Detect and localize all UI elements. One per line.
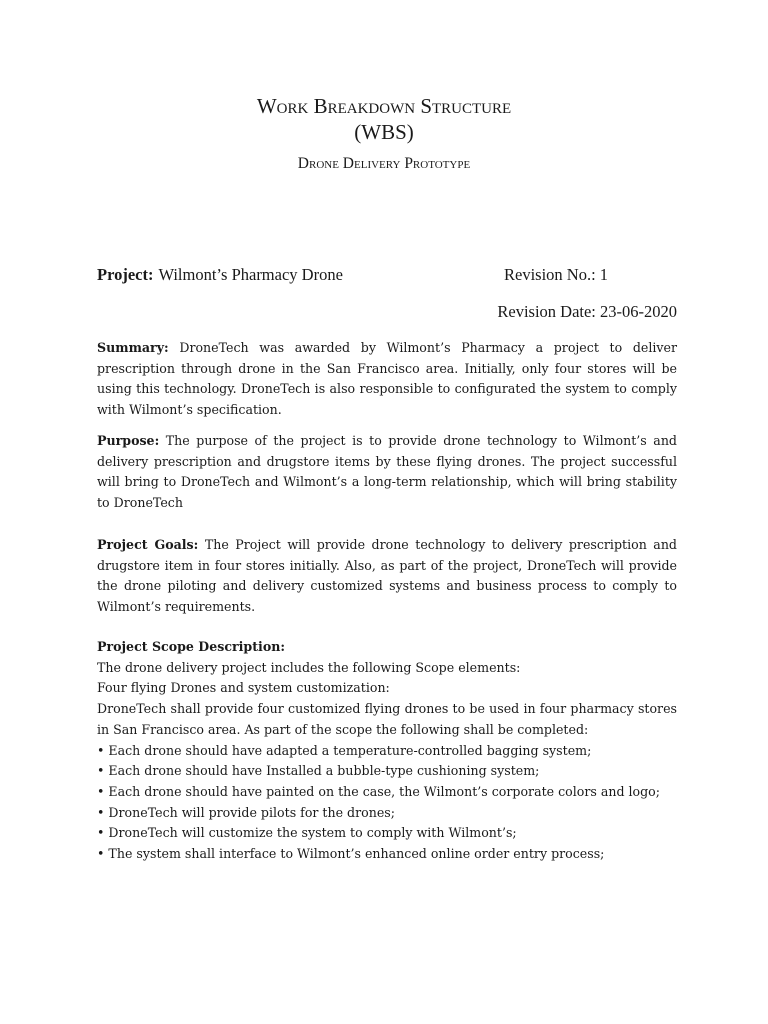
summary-label: Summary: (97, 340, 169, 355)
summary-text: DroneTech was awarded by Wilmont’s Pharmacy a project to deliver prescription through drone in the San Francisco area. Initially, only four stores will be using this technology. DroneTech is also responsible to configurated the system to comply with Wilmont’s specification. (97, 340, 677, 418)
goals-label: Project Goals: (97, 537, 199, 552)
scope-bullet: • The system shall interface to Wilmont’s enhanced online order entry process; (97, 846, 605, 862)
scope-line-3: DroneTech shall provide four customized flying drones to be used in four pharmacy stores in San Francisco area. As part of the scope the following shall be completed: (97, 701, 677, 737)
scope-section (97, 637, 677, 865)
revision-number: Revision No.: 1 (504, 265, 609, 284)
revision-date: Revision Date: 23-06-2020 (497, 302, 677, 321)
scope-bullet: • Each drone should have painted on the case, the Wilmont’s corporate colors and logo; (97, 783, 661, 799)
scope-heading: Project Scope Description: (97, 639, 286, 654)
goals-text: The Project will provide drone technology to delivery prescription and drugstore item in four stores initially. Also, as part of the project, DroneTech will provide the drone piloting and delivery customized systems and business process to comply to Wilmont’s requirements. (97, 537, 677, 615)
scope-bullet: • Each drone should have adapted a temperature-controlled bagging system; (97, 742, 592, 758)
document-title: Work Breakdown Structure (256, 94, 512, 118)
project-label: Project: (97, 265, 154, 284)
project-row (97, 265, 677, 289)
scope-bullet: • DroneTech will customize the system to comply with Wilmont’s; (97, 825, 517, 841)
goals-paragraph (97, 535, 677, 618)
project-name: Wilmont’s Pharmacy Drone (158, 265, 343, 284)
purpose-paragraph (97, 431, 677, 514)
document-title-abbrev: (WBS) (354, 120, 414, 144)
purpose-label: Purpose: (97, 433, 160, 448)
title-block (0, 93, 768, 175)
summary-paragraph (97, 338, 677, 421)
scope-line-1: The drone delivery project includes the following Scope elements: (97, 659, 521, 675)
scope-line-2: Four flying Drones and system customization: (97, 680, 390, 696)
purpose-text: The purpose of the project is to provide drone technology to Wilmont’s and delivery prescription and drugstore items by these flying drones. The project successful will bring to DroneTech and Wilmont’s a long-term relationship, which will bring stability to DroneTech (97, 433, 677, 511)
scope-bullet: • Each drone should have Installed a bubble-type cushioning system; (97, 763, 540, 779)
scope-bullet: • DroneTech will provide pilots for the drones; (97, 804, 395, 820)
document-subtitle: Drone Delivery Prototype (297, 155, 471, 172)
